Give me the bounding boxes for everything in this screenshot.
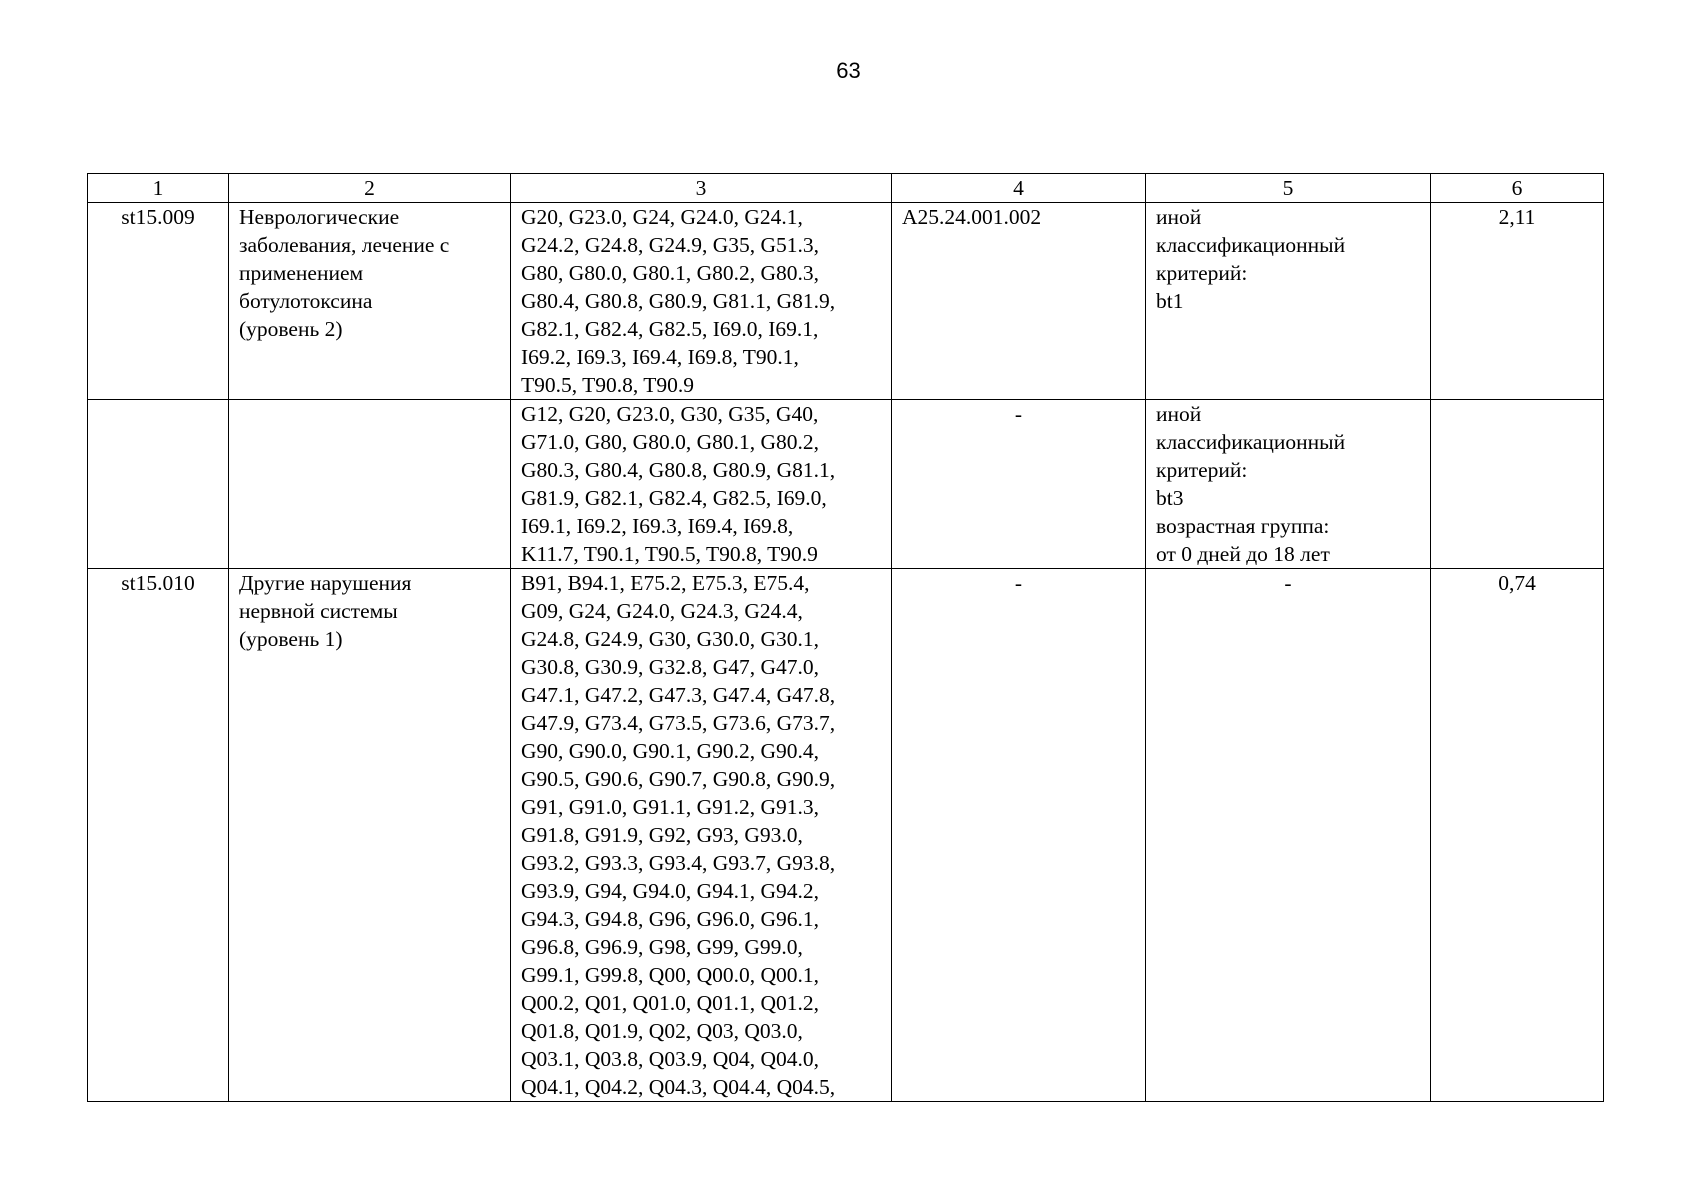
ksg-code-cell [88, 400, 229, 569]
column-header-4: 4 [892, 174, 1146, 203]
column-header-3: 3 [511, 174, 892, 203]
diagnosis-codes-cell: B91, B94.1, E75.2, E75.3, E75.4, G09, G24, G24.0, G24.3, G24.4, G24.8, G24.9, G30, G30.0, G30.1, G30.8, G30.9, G32.8, G47, G47.0, G47.1, G47.2, G47.3, G47.4, G47.8, G47.9, G73.4, G73.5, G73.6, G73.7, G90, G90.0, G90.1, G90.2, G90.4, G90.5, G90.6, G90.7, G90.8, G90.9, G91, G91.0, G91.1, G91.2, G91.3, G91.8, G91.9, G92, G93, G93.0, G93.2, G93.3, G93.4, G93.7, G93.8, G93.9, G94, G94.0, G94.1, G94.2, G94.3, G94.8, G96, G96.0, G96.1, G96.8, G96.9, G98, G99, G99.0, G99.1, G99.8, Q00, Q00.0, Q00.1, Q00.2, Q01, Q01.0, Q01.1, Q01.2, Q01.8, Q01.9, Q02, Q03, Q03.0, Q03.1, Q03.8, Q03.9, Q04, Q04.0, Q04.1, Q04.2, Q04.3, Q04.4, Q04.5, [511, 569, 892, 1102]
ksg-code-cell: st15.009 [88, 203, 229, 400]
coefficient-cell: 0,74 [1431, 569, 1604, 1102]
column-header-6: 6 [1431, 174, 1604, 203]
column-header-1: 1 [88, 174, 229, 203]
criteria-cell: иной классификационный критерий: bt3 возрастная группа: от 0 дней до 18 лет [1146, 400, 1431, 569]
table-row [88, 569, 1604, 1102]
diagnosis-codes-cell: G12, G20, G23.0, G30, G35, G40, G71.0, G80, G80.0, G80.1, G80.2, G80.3, G80.4, G80.8, G80.9, G81.1, G81.9, G82.1, G82.4, G82.5, I69.0, I69.1, I69.2, I69.3, I69.4, I69.8, K11.7, T90.1, T90.5, T90.8, T90.9 [511, 400, 892, 569]
ksg-name-cell [229, 400, 511, 569]
criteria-cell: иной классификационный критерий: bt1 [1146, 203, 1431, 400]
service-codes-cell: A25.24.001.002 [892, 203, 1146, 400]
column-header-2: 2 [229, 174, 511, 203]
ksg-name-cell: Неврологические заболевания, лечение с применением ботулотоксина (уровень 2) [229, 203, 511, 400]
ksg-name-cell: Другие нарушения нервной системы (уровень 1) [229, 569, 511, 1102]
service-codes-cell: - [892, 400, 1146, 569]
ksg-table [87, 173, 1604, 1102]
ksg-code-cell: st15.010 [88, 569, 229, 1102]
criteria-cell: - [1146, 569, 1431, 1102]
table-row [88, 203, 1604, 400]
coefficient-cell [1431, 400, 1604, 569]
coefficient-cell: 2,11 [1431, 203, 1604, 400]
table-row [88, 400, 1604, 569]
page-number: 63 [836, 58, 861, 83]
table-header-row [88, 174, 1604, 203]
diagnosis-codes-cell: G20, G23.0, G24, G24.0, G24.1, G24.2, G24.8, G24.9, G35, G51.3, G80, G80.0, G80.1, G80.2, G80.3, G80.4, G80.8, G80.9, G81.1, G81.9, G82.1, G82.4, G82.5, I69.0, I69.1, I69.2, I69.3, I69.4, I69.8, T90.1, T90.5, T90.8, T90.9 [511, 203, 892, 400]
column-header-5: 5 [1146, 174, 1431, 203]
service-codes-cell: - [892, 569, 1146, 1102]
